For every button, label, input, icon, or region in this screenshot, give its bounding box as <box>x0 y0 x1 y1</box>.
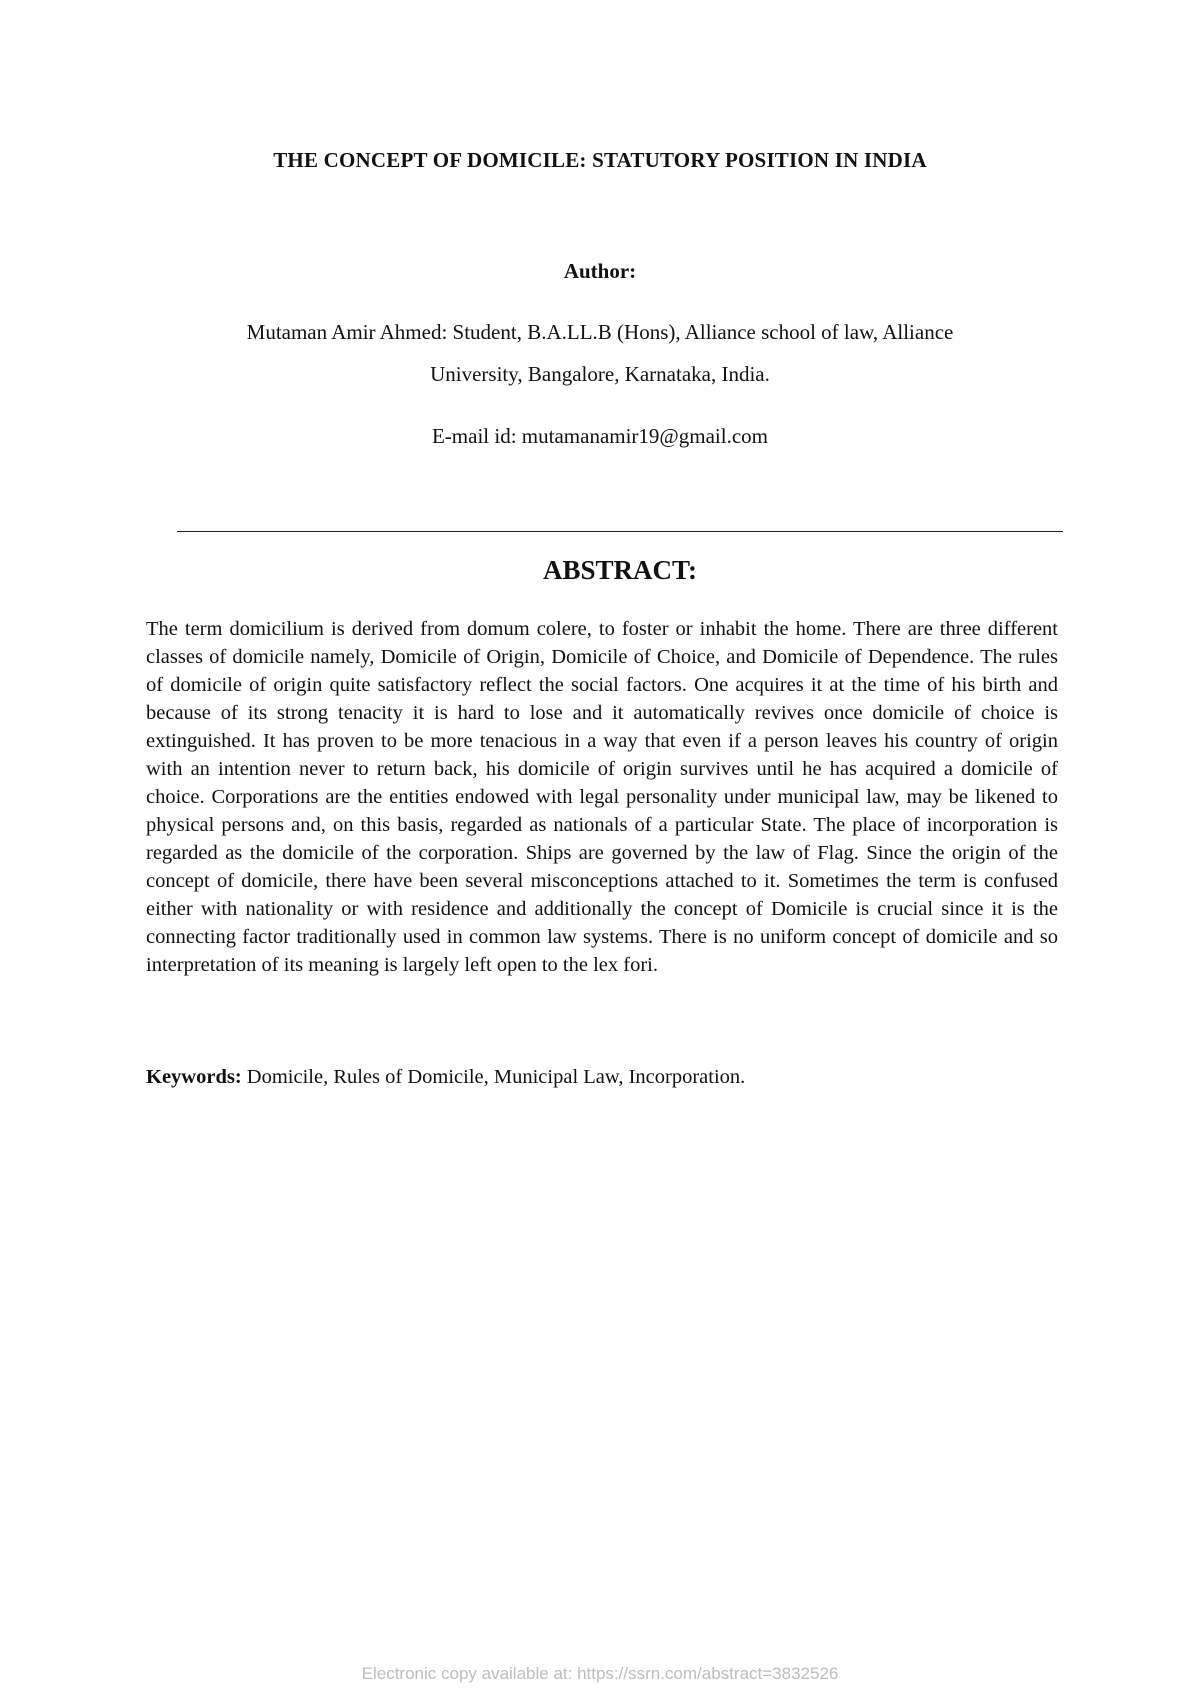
author-affiliation-line-2: University, Bangalore, Karnataka, India. <box>430 362 770 386</box>
paper-title: THE CONCEPT OF DOMICILE: STATUTORY POSITION IN INDIA <box>273 148 927 172</box>
keywords-line <box>146 1063 1058 1091</box>
abstract-heading: ABSTRACT: <box>542 555 698 585</box>
section-divider <box>177 531 1063 532</box>
author-email: E-mail id: mutamanamir19@gmail.com <box>431 424 768 448</box>
keywords-text: Domicile, Rules of Domicile, Municipal Law, Incorporation. <box>241 1066 746 1088</box>
keywords-label: Keywords: <box>146 1066 242 1088</box>
author-affiliation-line-1: Mutaman Amir Ahmed: Student, B.A.LL.B (Hons), Alliance school of law, Alliance <box>246 320 954 344</box>
author-heading: Author: <box>563 259 637 283</box>
ssrn-footer: Electronic copy available at: https://ssrn.com/abstract=3832526 <box>361 1664 839 1683</box>
abstract-body: The term domicilium is derived from domum colere, to foster or inhabit the home. There are three different classes of domicile namely, Domicile of Origin, Domicile of Choice, and Domicile of Dependence. The rules of domicile of origin quite satisfactory reflect the social factors. One acquires it at the time of his birth and because of its strong tenacity it is hard to lose and it automatically revives once domicile of choice is extinguished. It has proven to be more tenacious in a way that even if a person leaves his country of origin with an intention never to return back, his domicile of origin survives until he has acquired a domicile of choice. Corporations are the entities endowed with legal personality under municipal law, may be likened to physical persons and, on this basis, regarded as nationals of a particular State. The place of incorporation is regarded as the domicile of the corporation. Ships are governed by the law of Flag. Since the origin of the concept of domicile, there have been several misconceptions attached to it. Sometimes the term is confused either with nationality or with residence and additionally the concept of Domicile is crucial since it is the connecting factor traditionally used in common law systems. There is no uniform concept of domicile and so interpretation of its meaning is largely left open to the lex fori. <box>146 618 1058 976</box>
